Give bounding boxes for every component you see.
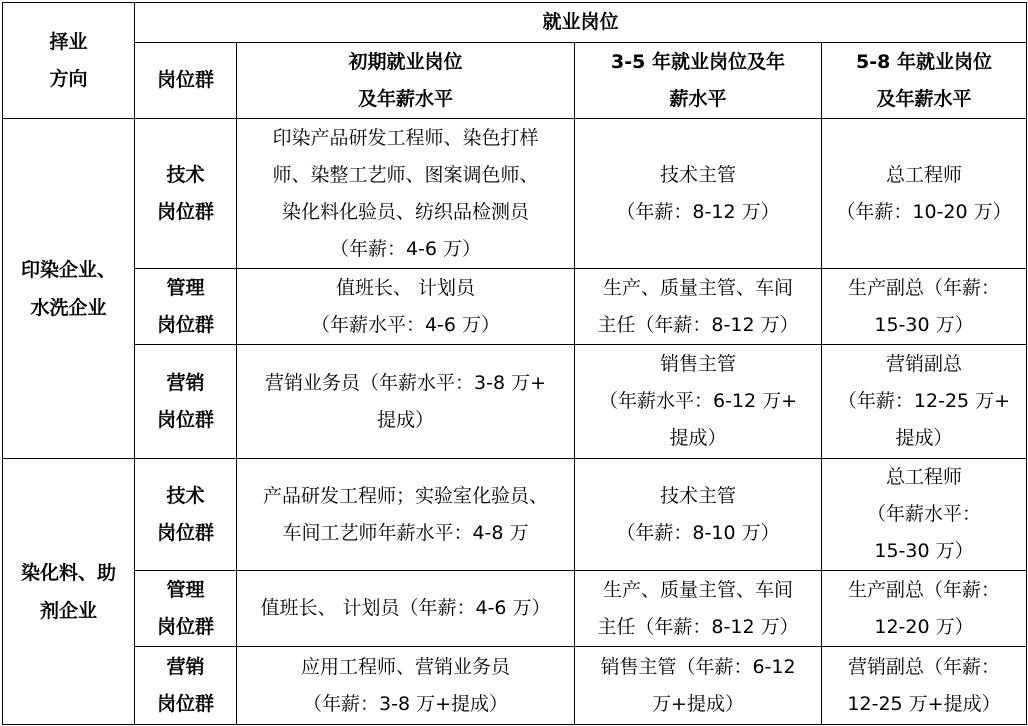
direction-cell: 印染企业、 水洗企业 — [3, 119, 135, 459]
group-cell: 营销 岗位群 — [135, 345, 237, 459]
y3-5-cell: 技术主管 （年薪：8-10 万） — [575, 459, 822, 571]
initial-cell: 产品研发工程师；实验室化验员、 车间工艺师年薪水平：4-8 万 — [237, 459, 575, 571]
y3-5-cell: 技术主管 （年薪：8-12 万） — [575, 119, 822, 269]
header-3-5-years: 3-5 年就业岗位及年 薪水平 — [575, 43, 822, 119]
header-direction: 择业 方向 — [3, 3, 135, 119]
table-row — [3, 269, 1027, 345]
y3-5-cell: 销售主管（年薪：6-12 万+提成） — [575, 647, 822, 725]
header-5-8-years: 5-8 年就业岗位 及年薪水平 — [822, 43, 1027, 119]
career-table — [2, 2, 1027, 725]
header-group: 岗位群 — [135, 43, 237, 119]
y3-5-cell: 生产、质量主管、车间 主任（年薪：8-12 万） — [575, 269, 822, 345]
table-row — [3, 345, 1027, 459]
y3-5-cell: 销售主管 （年薪水平：6-12 万+ 提成） — [575, 345, 822, 459]
y5-8-cell: 生产副总（年薪： 15-30 万） — [822, 269, 1027, 345]
y3-5-cell: 生产、质量主管、车间 主任（年薪：8-12 万） — [575, 571, 822, 647]
y5-8-cell: 总工程师 （年薪：10-20 万） — [822, 119, 1027, 269]
initial-cell: 印染产品研发工程师、染色打样 师、染整工艺师、图案调色师、 染化料化验员、纺织品检测员 （年薪：4-6 万） — [237, 119, 575, 269]
initial-cell: 营销业务员（年薪水平：3-8 万+ 提成） — [237, 345, 575, 459]
group-cell: 技术 岗位群 — [135, 119, 237, 269]
group-cell: 管理 岗位群 — [135, 269, 237, 345]
header-initial: 初期就业岗位 及年薪水平 — [237, 43, 575, 119]
table-row — [3, 459, 1027, 571]
header-positions: 就业岗位 — [135, 3, 1027, 43]
initial-cell: 值班长、 计划员 （年薪水平：4-6 万） — [237, 269, 575, 345]
y5-8-cell: 总工程师 （年薪水平： 15-30 万） — [822, 459, 1027, 571]
table-row — [3, 571, 1027, 647]
direction-cell: 染化料、助 剂企业 — [3, 459, 135, 725]
initial-cell: 应用工程师、营销业务员 （年薪：3-8 万+提成） — [237, 647, 575, 725]
group-cell: 管理 岗位群 — [135, 571, 237, 647]
y5-8-cell: 营销副总（年薪： 12-25 万+提成） — [822, 647, 1027, 725]
y5-8-cell: 营销副总 （年薪：12-25 万+ 提成） — [822, 345, 1027, 459]
table-row — [3, 119, 1027, 269]
group-cell: 技术 岗位群 — [135, 459, 237, 571]
group-cell: 营销 岗位群 — [135, 647, 237, 725]
initial-cell: 值班长、 计划员（年薪：4-6 万） — [237, 571, 575, 647]
y5-8-cell: 生产副总（年薪： 12-20 万） — [822, 571, 1027, 647]
table-row — [3, 647, 1027, 725]
